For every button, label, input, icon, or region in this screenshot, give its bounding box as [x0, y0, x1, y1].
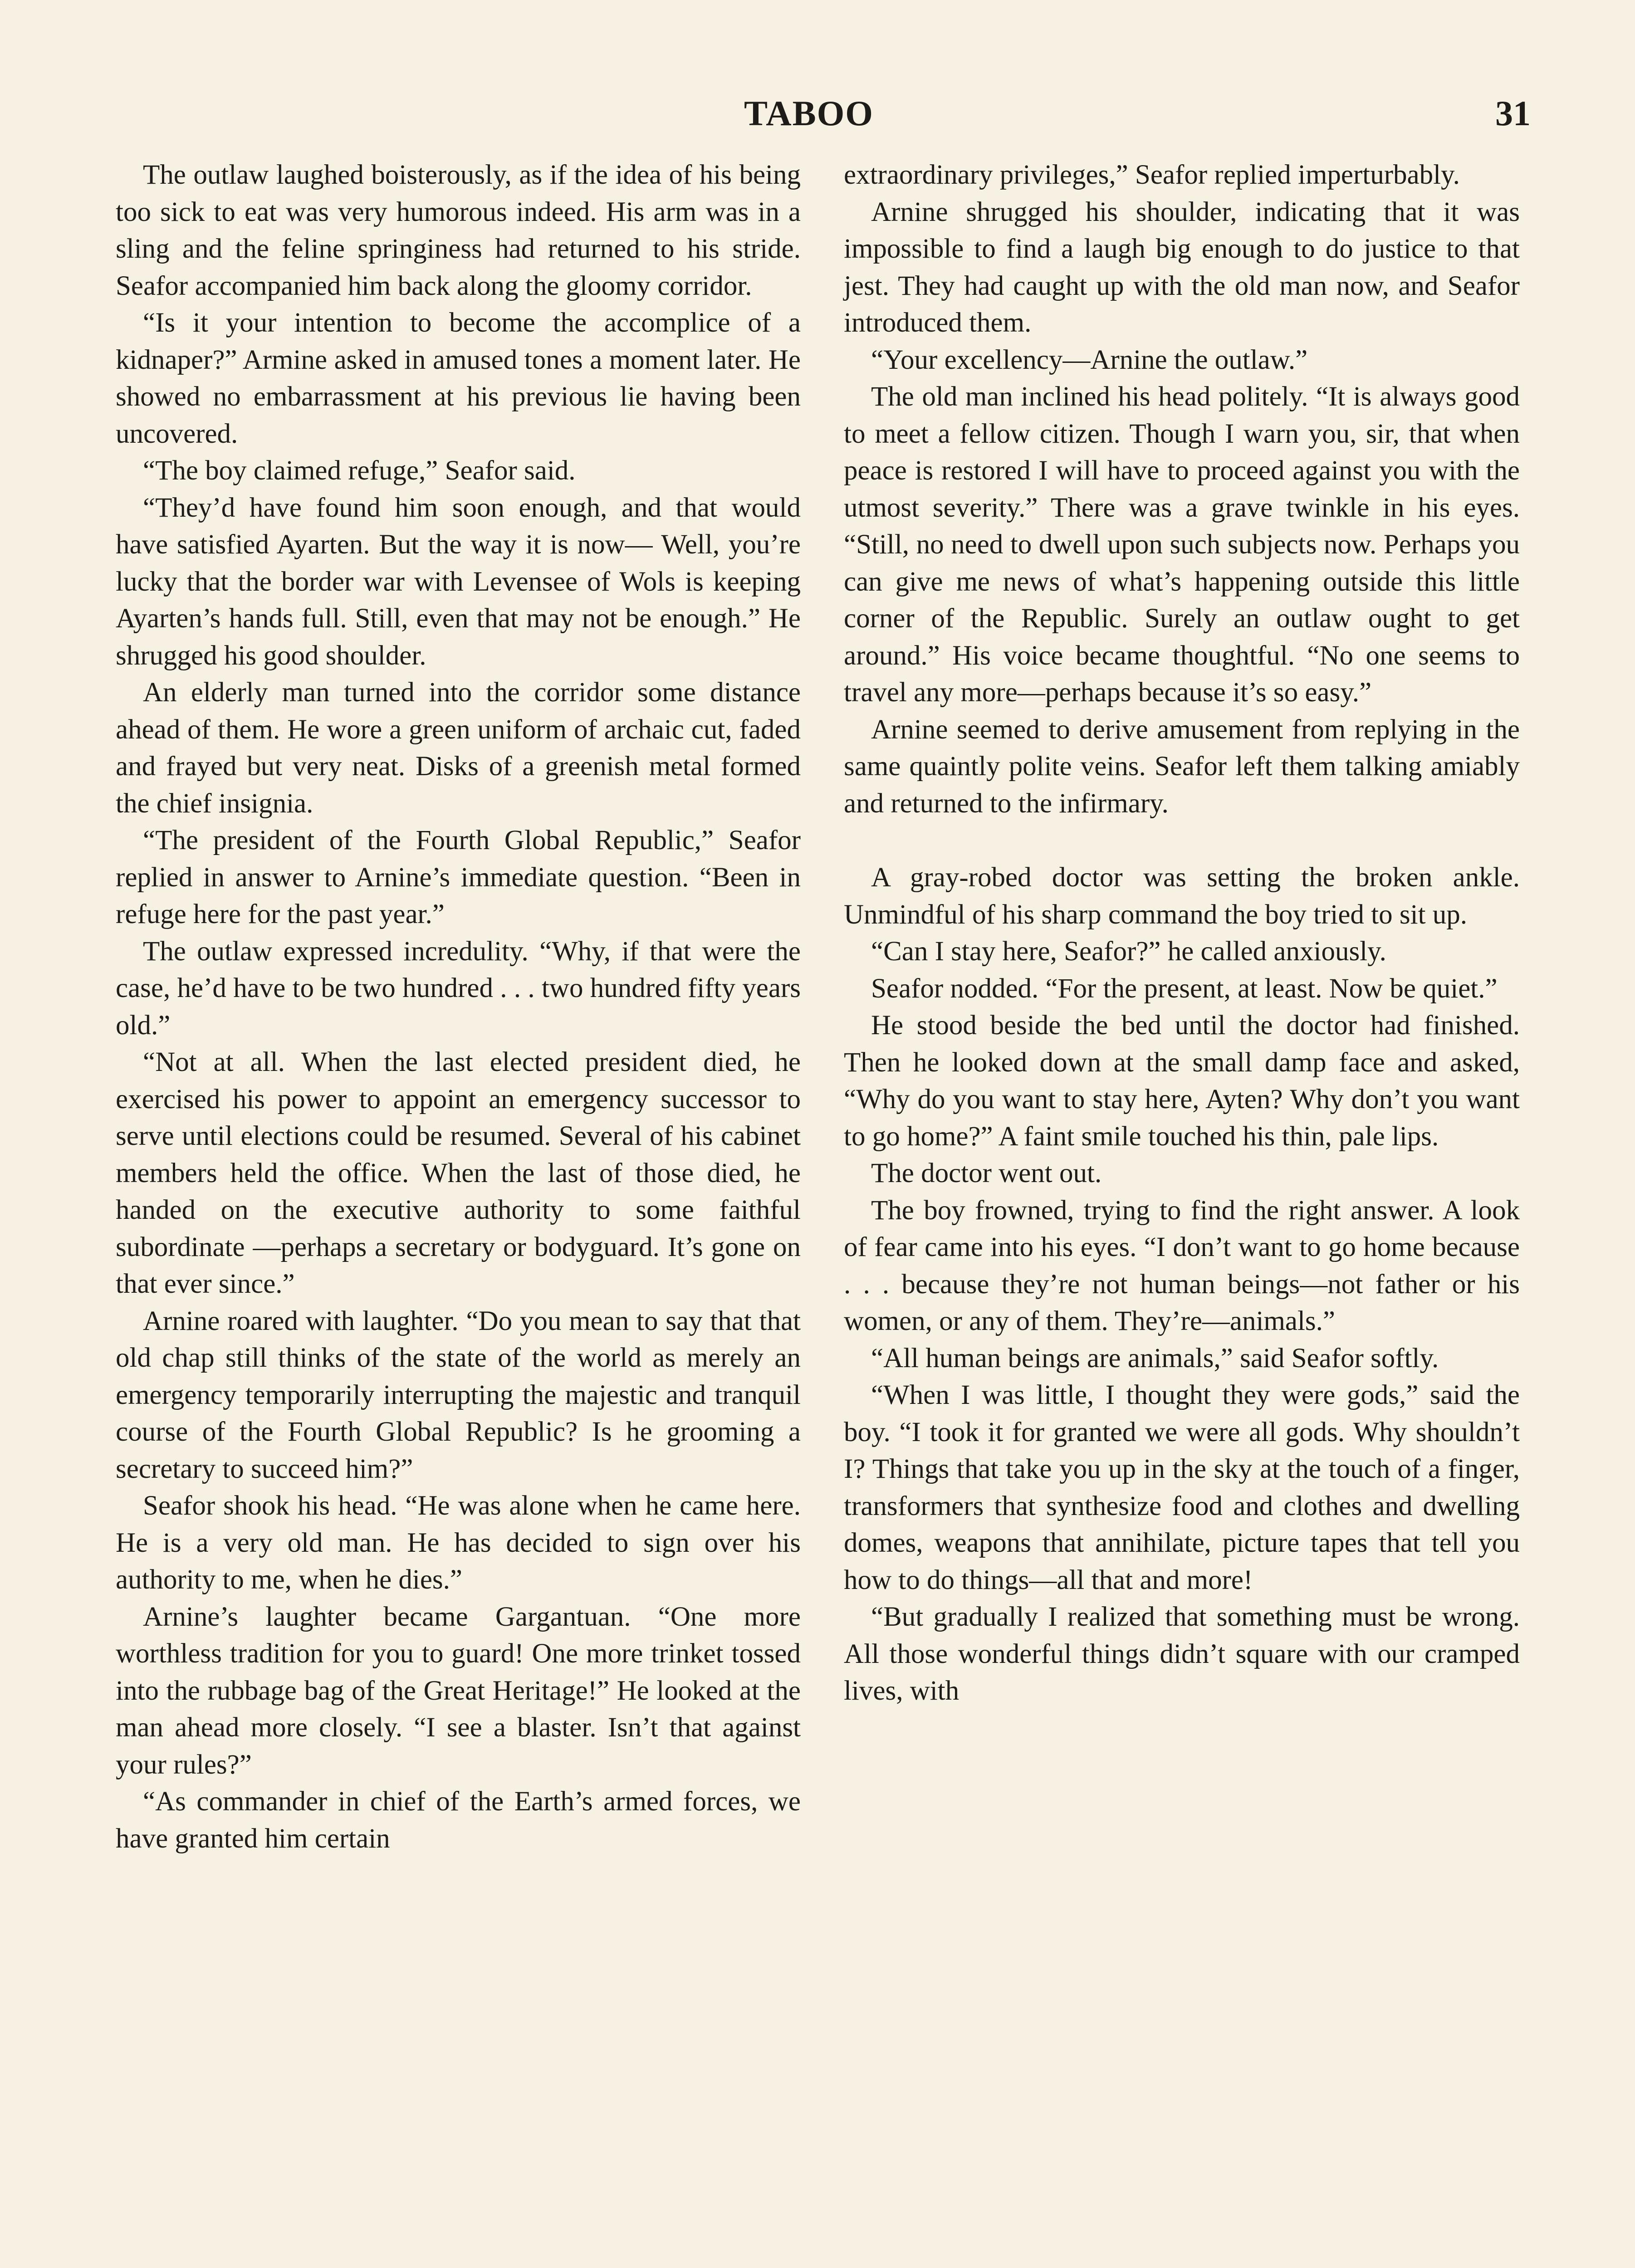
paragraph: The outlaw laughed boisterously, as if the idea of his being too sick to eat was very humorous indeed. His arm was in a sling and the feline springiness had returned to his stride. Seafor accompanied him back along the gloomy corridor. [116, 160, 801, 301]
paragraph: extraordinary privileges,” Seafor replied imperturbably. [844, 160, 1460, 190]
paragraph: “Your excellency—Arnine the outlaw.” [871, 344, 1308, 375]
paragraph: The outlaw expressed incredulity. “Why, if that were the case, he’d have to be two hundred . . . two hundred fifty years old.” [116, 936, 801, 1041]
paragraph: An elderly man turned into the corridor some distance ahead of them. He wore a green uniform of archaic cut, faded and frayed but very neat. Disks of a greenish metal formed the chief insignia. [116, 677, 801, 819]
paragraph: Arnine’s laughter became Gargantuan. “One more worthless tradition for you to guard! One more trinket tossed into the rubbage bag of the Great Heritage!” He looked at the man ahead more closely. “I see a blaster. Isn’t that against your rules?” [116, 1601, 801, 1780]
paragraph: “When I was little, I thought they were gods,” said the boy. “I took it for granted we were all gods. Why shouldn’t I? Things that take you up in the sky at the touch of a finger, transformers that synthesize food and clothes and dwelling domes, weapons that annihilate, picture tapes that tell you how to do things—all that and more! [844, 1380, 1520, 1595]
paragraph: “All human beings are animals,” said Seafor softly. [871, 1343, 1439, 1374]
paragraph: Seafor shook his head. “He was alone when he came here. He is a very old man. He has decided to sign over his authority to me, when he dies.” [116, 1491, 801, 1595]
paragraph: “As commander in chief of the Earth’s armed forces, we have granted him certain [116, 1786, 801, 1854]
paragraph: “The president of the Fourth Global Republic,” Seafor replied in answer to Arnine’s immediate question. “Been in refuge here for the past year.” [116, 825, 801, 929]
paragraph: “Not at all. When the last elected president died, he exercised his power to appoint an emergency successor to serve until elections could be resumed. Several of his cabinet members held the office. When the last of those died, he handed on the executive authority to some faithful subordinate —perhaps a secretary or bodyguard. It’s gone on that ever since.” [116, 1047, 801, 1299]
paragraph: He stood beside the bed until the doctor had finished. Then he looked down at the small damp face and asked, “Why do you want to stay here, Ayten? Why don’t you want to go home?” A faint smile touched his thin, pale lips. [844, 1010, 1520, 1152]
paragraph: The doctor went out. [871, 1158, 1102, 1188]
paragraph: Arnine roared with laughter. “Do you mean to say that that old chap still thinks of the state of the world as merely an emergency temporarily interrupting the majestic and tranquil course of the Fourth Global Republic? Is he grooming a secretary to succeed him?” [116, 1305, 801, 1484]
page-number: 31 [1495, 93, 1531, 133]
paragraph: The boy frowned, trying to find the right answer. A look of fear came into his eyes. “I don’t want to go home because . . . because they’re not human beings—not father or his women, or any of them. They’re—animals.” [844, 1195, 1520, 1336]
paragraph: “The boy claimed refuge,” Seafor said. [143, 455, 576, 486]
paragraph: Seafor nodded. “For the present, at least. Now be quiet.” [871, 973, 1498, 1004]
paragraph: “Can I stay here, Seafor?” he called anxiously. [871, 936, 1386, 967]
paragraph: “Is it your intention to become the accomplice of a kidnaper?” Armine asked in amused tones a moment later. He showed no embarrassment at his previous lie having been uncovered. [116, 308, 801, 449]
running-title: TABOO [744, 93, 874, 133]
right-column [844, 156, 1520, 1710]
paragraph: A gray-robed doctor was setting the broken ankle. Unmindful of his sharp command the boy tried to sit up. [844, 862, 1520, 930]
paragraph: “But gradually I realized that something must be wrong. All those wonderful things didn’t square with our cramped lives, with [844, 1602, 1520, 1706]
paragraph: “They’d have found him soon enough, and that would have satisfied Ayarten. But the way it is now— Well, you’re lucky that the border war with Levensee of Wols is keeping Ayarten’s hands full. Still, even that may not be enough.” He shrugged his good shoulder. [116, 492, 801, 671]
left-column [116, 156, 801, 1857]
paragraph: Arnine seemed to derive amusement from replying in the same quaintly polite veins. Seafor left them talking amiably and returned to the infirmary. [844, 714, 1520, 819]
paragraph: Arnine shrugged his shoulder, indicating that it was impossible to find a laugh big enough to do justice to that jest. They had caught up with the old man now, and Seafor introduced them. [844, 196, 1520, 338]
paragraph: The old man inclined his head politely. “It is always good to meet a fellow citizen. Though I warn you, sir, that when peace is restored I will have to proceed against you with the utmost severity.” There was a grave twinkle in his eyes. “Still, no need to dwell upon such subjects now. Perhaps you can give me news of what’s happening outside this little corner of the Republic. Surely an outlaw ought to get around.” His voice became thoughtful. “No one seems to travel any more—perhaps because it’s so easy.” [844, 381, 1520, 708]
